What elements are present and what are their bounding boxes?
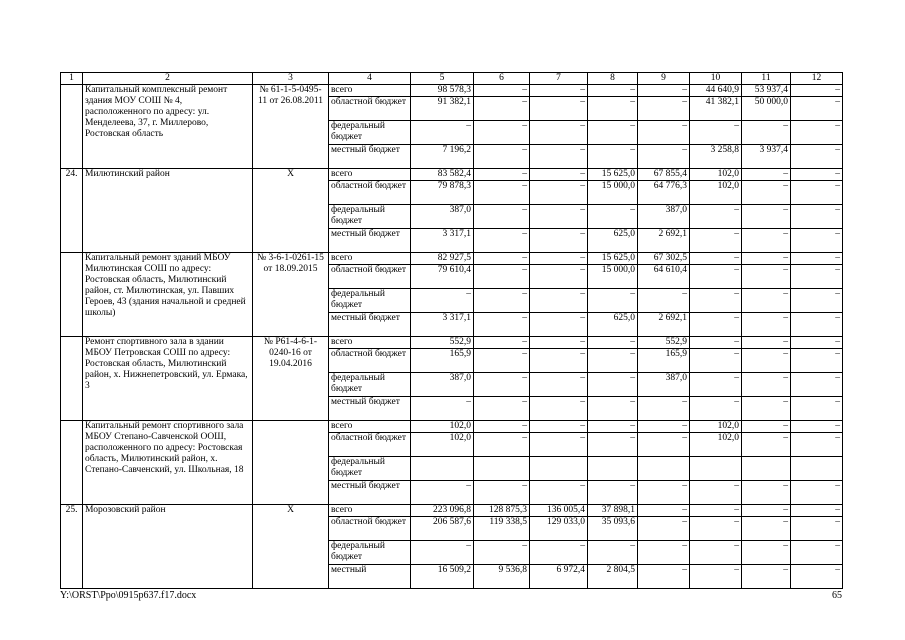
amount-cell: [530, 457, 588, 481]
amount-cell: 625,0: [588, 229, 638, 253]
amount-cell: –: [474, 481, 530, 505]
funding-source: местный: [329, 565, 411, 589]
column-number: 3: [253, 73, 329, 85]
funding-source: местный бюджет: [329, 313, 411, 337]
amount-cell: –: [474, 289, 530, 313]
amount-cell: 3 317,1: [411, 229, 474, 253]
amount-cell: –: [638, 433, 690, 457]
amount-cell: –: [690, 253, 742, 265]
amount-cell: –: [742, 421, 791, 433]
amount-cell: 50 000,0: [742, 97, 791, 121]
row-number: [61, 253, 83, 337]
funding-source: всего: [329, 85, 411, 97]
amount-cell: –: [742, 505, 791, 517]
amount-cell: –: [638, 517, 690, 541]
table-row: [61, 253, 843, 265]
amount-cell: –: [411, 541, 474, 565]
amount-cell: 82 927,5: [411, 253, 474, 265]
amount-cell: 102,0: [690, 433, 742, 457]
funding-source: всего: [329, 505, 411, 517]
amount-cell: –: [791, 481, 843, 505]
amount-cell: 44 640,9: [690, 85, 742, 97]
amount-cell: 129 033,0: [530, 517, 588, 541]
amount-cell: –: [690, 337, 742, 349]
amount-cell: 79 878,3: [411, 181, 474, 205]
amount-cell: –: [690, 565, 742, 589]
document-number: № Р61-4-6-1-0240-16 от 19.04.2016: [253, 337, 329, 421]
amount-cell: –: [588, 145, 638, 169]
column-number: 12: [791, 73, 843, 85]
column-number: 7: [530, 73, 588, 85]
amount-cell: 83 582,4: [411, 169, 474, 181]
amount-cell: –: [530, 433, 588, 457]
amount-cell: 41 382,1: [690, 97, 742, 121]
amount-cell: 67 302,5: [638, 253, 690, 265]
column-number: 8: [588, 73, 638, 85]
amount-cell: –: [474, 145, 530, 169]
amount-cell: 102,0: [411, 433, 474, 457]
amount-cell: 102,0: [690, 181, 742, 205]
amount-cell: –: [742, 337, 791, 349]
amount-cell: 102,0: [690, 169, 742, 181]
column-number: 1: [61, 73, 83, 85]
amount-cell: –: [791, 517, 843, 541]
amount-cell: –: [742, 565, 791, 589]
funding-source: областной бюджет: [329, 349, 411, 373]
amount-cell: –: [690, 373, 742, 397]
amount-cell: –: [791, 205, 843, 229]
funding-source: областной бюджет: [329, 265, 411, 289]
column-number: 11: [742, 73, 791, 85]
column-number: 2: [83, 73, 253, 85]
funding-source: федеральный бюджет: [329, 373, 411, 397]
amount-cell: 387,0: [638, 205, 690, 229]
amount-cell: –: [742, 373, 791, 397]
amount-cell: 387,0: [638, 373, 690, 397]
amount-cell: –: [474, 541, 530, 565]
amount-cell: –: [791, 505, 843, 517]
amount-cell: –: [742, 181, 791, 205]
amount-cell: 15 000,0: [588, 181, 638, 205]
amount-cell: –: [638, 289, 690, 313]
column-header-row: [61, 73, 843, 85]
amount-cell: –: [742, 265, 791, 289]
amount-cell: –: [474, 97, 530, 121]
amount-cell: 102,0: [411, 421, 474, 433]
amount-cell: 223 096,8: [411, 505, 474, 517]
amount-cell: –: [411, 121, 474, 145]
amount-cell: –: [742, 169, 791, 181]
amount-cell: –: [530, 349, 588, 373]
amount-cell: –: [588, 373, 638, 397]
amount-cell: 91 382,1: [411, 97, 474, 121]
amount-cell: –: [530, 169, 588, 181]
object-name: Ремонт спортивного зала в здании МБОУ Петровская СОШ по адресу: Ростовская область, Милютинский район, х. Нижнепетровский, ул. Ермака, 3: [83, 337, 253, 421]
column-number: 9: [638, 73, 690, 85]
amount-cell: 37 898,1: [588, 505, 638, 517]
amount-cell: 136 005,4: [530, 505, 588, 517]
amount-cell: –: [588, 337, 638, 349]
amount-cell: –: [588, 541, 638, 565]
amount-cell: 3 317,1: [411, 313, 474, 337]
amount-cell: –: [791, 265, 843, 289]
row-number: 24.: [61, 169, 83, 253]
amount-cell: –: [742, 121, 791, 145]
amount-cell: 16 509,2: [411, 565, 474, 589]
amount-cell: –: [474, 373, 530, 397]
amount-cell: 15 625,0: [588, 169, 638, 181]
footer-file-path: Y:\ORST\Ppo\0915p637.f17.docx: [60, 590, 197, 601]
amount-cell: 9 536,8: [474, 565, 530, 589]
amount-cell: –: [474, 397, 530, 421]
funding-source: местный бюджет: [329, 229, 411, 253]
table-row: [61, 85, 843, 97]
column-number: 6: [474, 73, 530, 85]
amount-cell: –: [690, 397, 742, 421]
amount-cell: –: [690, 541, 742, 565]
amount-cell: –: [638, 97, 690, 121]
amount-cell: –: [742, 433, 791, 457]
amount-cell: 6 972,4: [530, 565, 588, 589]
amount-cell: –: [530, 97, 588, 121]
funding-source: федеральный бюджет: [329, 457, 411, 481]
funding-source: всего: [329, 421, 411, 433]
amount-cell: –: [588, 433, 638, 457]
amount-cell: 552,9: [411, 337, 474, 349]
amount-cell: –: [742, 517, 791, 541]
amount-cell: –: [588, 421, 638, 433]
amount-cell: –: [791, 181, 843, 205]
amount-cell: –: [530, 181, 588, 205]
amount-cell: –: [742, 289, 791, 313]
amount-cell: –: [474, 265, 530, 289]
amount-cell: –: [690, 229, 742, 253]
table-body: [61, 73, 843, 589]
amount-cell: –: [474, 85, 530, 97]
amount-cell: –: [530, 145, 588, 169]
amount-cell: –: [791, 373, 843, 397]
amount-cell: –: [638, 565, 690, 589]
amount-cell: –: [791, 169, 843, 181]
amount-cell: –: [791, 229, 843, 253]
amount-cell: 2 692,1: [638, 313, 690, 337]
table-row: [61, 505, 843, 517]
amount-cell: –: [530, 121, 588, 145]
amount-cell: –: [530, 229, 588, 253]
amount-cell: –: [588, 289, 638, 313]
amount-cell: –: [530, 85, 588, 97]
amount-cell: –: [791, 145, 843, 169]
amount-cell: –: [791, 433, 843, 457]
budget-table: [60, 72, 843, 589]
amount-cell: –: [588, 205, 638, 229]
amount-cell: –: [530, 265, 588, 289]
table-row: [61, 337, 843, 349]
amount-cell: –: [530, 253, 588, 265]
amount-cell: –: [791, 541, 843, 565]
amount-cell: 165,9: [411, 349, 474, 373]
amount-cell: –: [690, 349, 742, 373]
amount-cell: –: [690, 313, 742, 337]
amount-cell: 552,9: [638, 337, 690, 349]
amount-cell: –: [638, 121, 690, 145]
amount-cell: –: [530, 373, 588, 397]
amount-cell: –: [530, 421, 588, 433]
amount-cell: –: [742, 205, 791, 229]
amount-cell: [791, 457, 843, 481]
amount-cell: –: [474, 181, 530, 205]
document-number: № 61-1-5-0495-11 от 26.08.2011: [253, 85, 329, 169]
amount-cell: –: [588, 397, 638, 421]
amount-cell: 67 855,4: [638, 169, 690, 181]
amount-cell: 3 937,4: [742, 145, 791, 169]
amount-cell: –: [742, 229, 791, 253]
column-number: 4: [329, 73, 411, 85]
amount-cell: –: [742, 349, 791, 373]
funding-source: местный бюджет: [329, 397, 411, 421]
amount-cell: –: [588, 121, 638, 145]
amount-cell: 128 875,3: [474, 505, 530, 517]
object-name: Капитальный ремонт спортивного зала МБОУ Степано-Савченской ООШ, расположенного по адресу: Ростовская область, Милютинский район, х. Степано-Савченский, ул. Школьная, 18: [83, 421, 253, 505]
amount-cell: 2 692,1: [638, 229, 690, 253]
amount-cell: –: [474, 205, 530, 229]
amount-cell: –: [791, 253, 843, 265]
amount-cell: 387,0: [411, 205, 474, 229]
table-row: [61, 421, 843, 433]
amount-cell: –: [791, 349, 843, 373]
amount-cell: –: [791, 565, 843, 589]
funding-source: областной бюджет: [329, 97, 411, 121]
amount-cell: –: [742, 253, 791, 265]
row-number: [61, 337, 83, 421]
amount-cell: –: [474, 421, 530, 433]
amount-cell: –: [530, 481, 588, 505]
amount-cell: 98 578,3: [411, 85, 474, 97]
amount-cell: –: [791, 85, 843, 97]
amount-cell: –: [742, 397, 791, 421]
amount-cell: 3 258,8: [690, 145, 742, 169]
funding-source: всего: [329, 253, 411, 265]
amount-cell: 35 093,6: [588, 517, 638, 541]
amount-cell: –: [791, 97, 843, 121]
amount-cell: –: [530, 337, 588, 349]
amount-cell: 15 000,0: [588, 265, 638, 289]
amount-cell: –: [690, 289, 742, 313]
amount-cell: –: [530, 289, 588, 313]
amount-cell: 206 587,6: [411, 517, 474, 541]
amount-cell: 165,9: [638, 349, 690, 373]
object-name: Капитальный ремонт зданий МБОУ Милютинская СОШ по адресу: Ростовская область, Милютинский район, ст. Милютинская, ул. Павших Героев, 43 (здания начальной и средней школы): [83, 253, 253, 337]
amount-cell: –: [638, 145, 690, 169]
object-name: Капитальный комплексный ремонт здания МОУ СОШ № 4, расположенного по адресу: ул. Менделеева, 37, г. Миллерово, Ростовская область: [83, 85, 253, 169]
amount-cell: –: [530, 541, 588, 565]
amount-cell: –: [474, 253, 530, 265]
funding-source: областной бюджет: [329, 517, 411, 541]
column-number: 10: [690, 73, 742, 85]
amount-cell: [638, 457, 690, 481]
document-number: № 3-6-1-0261-15 от 18.09.2015: [253, 253, 329, 337]
amount-cell: 119 338,5: [474, 517, 530, 541]
amount-cell: –: [690, 481, 742, 505]
amount-cell: –: [791, 289, 843, 313]
amount-cell: –: [638, 541, 690, 565]
object-name: Милютинский район: [83, 169, 253, 253]
amount-cell: –: [638, 505, 690, 517]
amount-cell: –: [791, 313, 843, 337]
amount-cell: –: [690, 205, 742, 229]
amount-cell: [474, 457, 530, 481]
amount-cell: –: [474, 337, 530, 349]
page-number: 65: [832, 590, 842, 601]
amount-cell: –: [742, 481, 791, 505]
amount-cell: –: [474, 349, 530, 373]
funding-source: федеральный бюджет: [329, 541, 411, 565]
funding-source: местный бюджет: [329, 481, 411, 505]
amount-cell: [742, 457, 791, 481]
amount-cell: –: [411, 481, 474, 505]
row-number: 25.: [61, 505, 83, 589]
amount-cell: 15 625,0: [588, 253, 638, 265]
document-number: Х: [253, 169, 329, 253]
amount-cell: 2 804,5: [588, 565, 638, 589]
amount-cell: –: [791, 397, 843, 421]
amount-cell: [588, 457, 638, 481]
amount-cell: [411, 457, 474, 481]
amount-cell: –: [474, 313, 530, 337]
funding-source: федеральный бюджет: [329, 205, 411, 229]
amount-cell: 625,0: [588, 313, 638, 337]
amount-cell: –: [530, 205, 588, 229]
amount-cell: –: [530, 313, 588, 337]
amount-cell: –: [411, 397, 474, 421]
document-number: Х: [253, 505, 329, 589]
object-name: Морозовский район: [83, 505, 253, 589]
document-number: [253, 421, 329, 505]
amount-cell: –: [530, 397, 588, 421]
table-row: [61, 169, 843, 181]
funding-source: местный бюджет: [329, 145, 411, 169]
amount-cell: –: [638, 85, 690, 97]
amount-cell: –: [690, 121, 742, 145]
funding-source: областной бюджет: [329, 181, 411, 205]
amount-cell: –: [638, 481, 690, 505]
funding-source: всего: [329, 337, 411, 349]
amount-cell: –: [588, 481, 638, 505]
amount-cell: –: [474, 229, 530, 253]
funding-source: всего: [329, 169, 411, 181]
amount-cell: 79 610,4: [411, 265, 474, 289]
funding-source: федеральный бюджет: [329, 289, 411, 313]
amount-cell: –: [638, 421, 690, 433]
amount-cell: 7 196,2: [411, 145, 474, 169]
amount-cell: –: [474, 433, 530, 457]
amount-cell: 102,0: [690, 421, 742, 433]
amount-cell: –: [742, 313, 791, 337]
amount-cell: –: [474, 169, 530, 181]
amount-cell: –: [638, 397, 690, 421]
amount-cell: –: [791, 337, 843, 349]
amount-cell: 53 937,4: [742, 85, 791, 97]
amount-cell: –: [690, 517, 742, 541]
column-number: 5: [411, 73, 474, 85]
amount-cell: 387,0: [411, 373, 474, 397]
row-number: [61, 85, 83, 169]
row-number: [61, 421, 83, 505]
amount-cell: –: [690, 505, 742, 517]
amount-cell: 64 610,4: [638, 265, 690, 289]
funding-source: областной бюджет: [329, 433, 411, 457]
amount-cell: [690, 457, 742, 481]
amount-cell: –: [690, 265, 742, 289]
amount-cell: –: [742, 541, 791, 565]
amount-cell: –: [588, 349, 638, 373]
amount-cell: –: [474, 121, 530, 145]
amount-cell: 64 776,3: [638, 181, 690, 205]
amount-cell: –: [791, 421, 843, 433]
amount-cell: –: [588, 97, 638, 121]
amount-cell: –: [791, 121, 843, 145]
funding-source: федеральный бюджет: [329, 121, 411, 145]
amount-cell: –: [411, 289, 474, 313]
amount-cell: –: [588, 85, 638, 97]
